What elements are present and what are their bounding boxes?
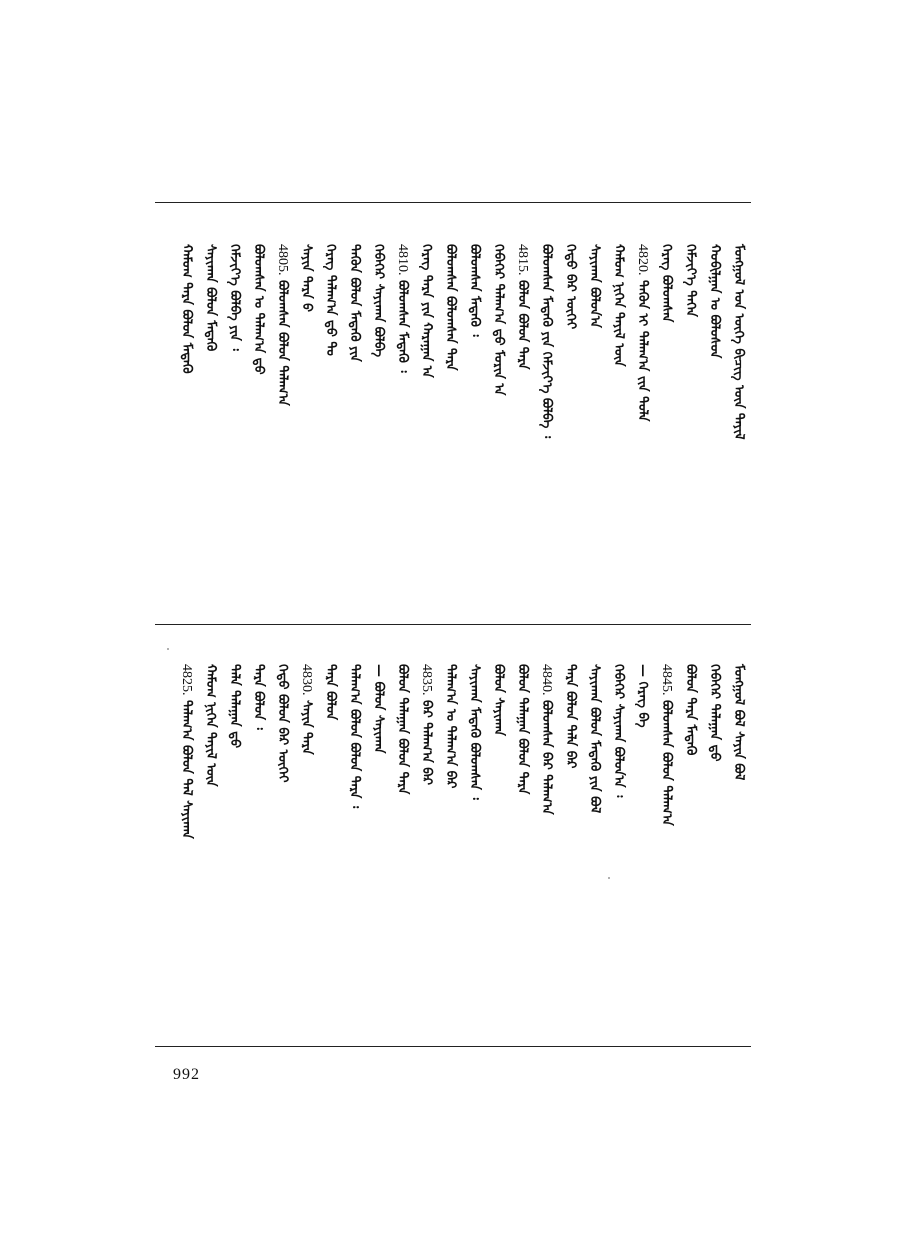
verse-line xyxy=(512,664,532,839)
verse-text: ᠪᠣᠯᠤᠨ ᠲᠠᠯᠠᠭᠠᠨ ᠪᠣᠯᠤᠨ ᠲᠡᠷᠡ xyxy=(395,664,410,795)
verse-line xyxy=(272,244,292,419)
verse-line xyxy=(632,664,652,839)
verse-text: ᠪᠣᠯᠤᠨ ᠲᠠᠯᠠᠭᠠᠨ ᠪᠣᠯᠤᠨ ᠲᠡᠷᠡ xyxy=(515,664,530,795)
verse-line xyxy=(632,244,652,422)
verse-line xyxy=(488,664,508,839)
verse-line xyxy=(176,244,196,419)
verse-text: ᠮᠣᠩᠭᠣᠯ ᠪᠣᠯ ᠰᠠᠶᠢᠨ ᠪᠣᠯ xyxy=(731,664,746,781)
verse-text: ᠲᠡᠭᠦᠨ ᠢ ᠲᠠᠯᠠᠭ᠎ᠠ ᠵᠢᠨ ᠲᠤᠯᠠ xyxy=(635,275,650,422)
verse-text: ᠪᠣᠯᠤᠭᠰᠠᠨ ᠪᠣᠯᠤᠭᠰᠠᠨ ᠲᠡᠷᠡ xyxy=(443,244,458,371)
line-number: 4830. xyxy=(299,664,314,696)
verse-line xyxy=(512,244,532,419)
verse-text: ᠬᠠᠮᠤᠭ ᠨᠢᠭᠡᠨ ᠲᠡᠶᠢᠯ ᠦᠨ xyxy=(611,244,626,367)
verse-text: ᠰᠠᠶᠢᠬᠠᠨ ᠪᠣᠯᠤᠨ᠎ᠠ xyxy=(587,244,602,328)
verse-text: ᠲᠡᠭᠦᠨ ᠪᠣᠯᠤᠨ ᠮᠡᠳᠡᠬᠦ ᠶᠢᠨ xyxy=(347,244,362,362)
verse-line xyxy=(560,244,580,419)
verse-line xyxy=(392,244,412,419)
verse-line xyxy=(608,664,628,839)
middle-rule xyxy=(155,624,751,625)
verse-text: ᠰᠠᠶᠢᠬᠠᠨ ᠪᠣᠯᠤᠨ ᠮᠡᠳᠡᠬᠦ xyxy=(203,244,218,352)
verse-text: ᠬᠡᠪᠡᠭᠡᠷ ᠰᠠᠶᠢᠬᠠᠨ ᠪᠣᠯᠤᠨ᠎ᠠ ᠄ xyxy=(611,664,626,798)
verse-line xyxy=(392,664,412,839)
speck xyxy=(608,877,610,879)
verse-line xyxy=(416,244,436,419)
verse-line xyxy=(584,244,604,419)
verse-text: ᠪᠣᠯᠤᠭᠰᠠᠨ ᠪᠡᠷ ᠲᠠᠯᠠᠭ᠎ᠠ xyxy=(539,695,554,815)
verse-line xyxy=(320,244,340,419)
line-number: 4840. xyxy=(539,664,554,696)
verse-text: ᠪᠣᠯᠤᠭᠰᠠᠨ ᠮᠡᠳᠡᠬᠦ ᠄ xyxy=(395,275,410,373)
verse-line xyxy=(464,244,484,419)
verse-text: ᠪᠣᠯᠤᠭᠰᠠᠨ ᠪᠣᠯᠤᠨ ᠲᠠᠯᠠᠭ᠎ᠠ xyxy=(275,275,290,406)
verse-line xyxy=(584,664,604,839)
verse-line xyxy=(176,664,196,839)
line-number: 4835. xyxy=(419,664,434,696)
line-number: 4805. xyxy=(275,244,290,276)
verse-line xyxy=(440,664,460,839)
verse-line xyxy=(440,244,460,419)
line-number: 4845. xyxy=(659,664,674,696)
verse-text: ᠲᠠᠯᠠᠭ᠎ᠠ ᠤ ᠲᠠᠯᠠᠭ᠎ᠠ ᠪᠡᠷ xyxy=(443,664,458,789)
verse-text: ᠬᠠᠮᠤᠭ ᠨᠢᠭᠡᠨ ᠲᠡᠶᠢᠯ ᠦᠨ xyxy=(203,664,218,787)
verse-line xyxy=(224,244,244,419)
verse-text: ᠰᠠᠶᠢᠨ ᠲᠡᠷᠡ ᠪ xyxy=(299,244,314,313)
verse-line xyxy=(656,244,676,419)
verse-text: ᠰᠠᠶᠢᠬᠠᠨ ᠪᠣᠯᠤᠨ ᠮᠡᠳᠡᠬᠦ ᠶᠢᠨ ᠪᠣᠯ xyxy=(587,664,602,814)
upper-text-block xyxy=(0,244,899,444)
verse-line xyxy=(488,244,508,419)
verse-line xyxy=(536,244,556,439)
verse-line xyxy=(248,244,268,419)
verse-line xyxy=(680,244,700,419)
verse-text: ᠲᠡᠷᠡ ᠪᠣᠯᠤᠨ xyxy=(323,664,338,720)
top-rule xyxy=(155,202,751,203)
verse-line xyxy=(536,664,556,839)
line-number: 4810. xyxy=(395,244,410,276)
line-number: 4825. xyxy=(179,664,194,696)
page-number: 992 xyxy=(173,1066,200,1083)
verse-line xyxy=(704,664,724,839)
verse-line xyxy=(704,244,724,419)
verse-line xyxy=(296,664,316,839)
verse-text: ᠬᠠᠮᠤᠭ ᠲᠡᠷᠡ ᠪᠣᠯᠤᠨ ᠮᠡᠳᠡᠬᠦ xyxy=(179,244,194,374)
verse-line xyxy=(200,664,220,839)
speck xyxy=(167,648,169,650)
verse-text: ᠬᠡᠮᠵᠢᠶ᠎ᠡ ᠪᠣᠯᠪᠠ ᠶᠢᠨ ᠄ xyxy=(227,244,242,351)
verse-text: ᠬᠡᠳᠦ ᠪᠡᠷ ᠦᠭᠡᠢ xyxy=(563,244,578,330)
verse-text: ᠪᠣᠯᠤᠨ ᠪᠣᠯᠤᠨ ᠲᠡᠷᠡ xyxy=(515,275,530,370)
verse-text: ᠬᠡᠮᠵᠢᠶ᠎ᠡ ᠲᠡᠭᠡᠨ xyxy=(683,244,698,317)
line-number: 4815. xyxy=(515,244,530,276)
verse-line xyxy=(200,244,220,419)
verse-text: ᠲᠠᠯᠠᠭ᠎ᠠ ᠪᠣᠯᠤᠨ ᠪᠣᠯᠤᠨ ᠲᠡᠷᠡ ᠄ xyxy=(347,664,362,809)
verse-line xyxy=(728,664,748,839)
verse-line xyxy=(560,664,580,839)
lower-text-block xyxy=(0,664,899,874)
verse-text: ᠰᠠᠶᠢᠬᠠᠨ ᠮᠡᠳᠡᠬᠦ ᠪᠣᠯᠤᠭᠰᠠᠨ ᠄ xyxy=(467,664,482,800)
verse-line xyxy=(608,244,628,419)
verse-line xyxy=(368,244,388,419)
verse-text: ᠬᠡᠳᠦ ᠪᠣᠯᠤᠨ ᠪᠡᠷ ᠦᠭᠡᠢ xyxy=(275,664,290,783)
verse-text: ᠪᠣᠯᠤᠭᠰᠠᠨ ᠮᠡᠳᠡᠬᠦ ᠄ xyxy=(467,244,482,337)
verse-line xyxy=(344,244,364,419)
verse-line xyxy=(320,664,340,839)
verse-line xyxy=(224,664,244,839)
verse-text: ᠪᠣᠯᠤᠭᠰᠠᠨ ᠤ ᠲᠠᠯᠠᠭ᠎ᠠ ᠳ᠋ᠤ xyxy=(251,244,266,375)
line-number: 4820. xyxy=(635,244,650,276)
verse-line xyxy=(344,664,364,839)
verse-text: ᠲᠡᠷᠡ ᠪᠣᠯᠤᠨ ᠄ xyxy=(251,664,266,730)
verse-line xyxy=(368,664,388,839)
verse-text: ᠬᠡᠪᠡᠭᠡᠷ ᠲᠠᠯᠠᠭ᠎ᠠ ᠳ᠋ᠤ ᠮᠣᠷᠢᠨ ᠠ xyxy=(491,244,506,396)
verse-line xyxy=(728,244,748,440)
verse-text: ᠪᠣᠯᠤᠨ ᠰᠠᠶᠢᠬᠠᠨ xyxy=(491,664,506,736)
verse-line xyxy=(296,244,316,419)
bottom-rule xyxy=(155,1046,751,1047)
verse-text: ᠲᠠᠯᠠ ᠲᠠᠯᠠᠭᠠᠨ ᠳ᠋ᠤ xyxy=(227,664,242,749)
verse-text: ᠬᠡᠪᠡᠭᠡᠷ ᠰᠠᠶᠢᠬᠠᠨ ᠪᠣᠯᠪᠠ xyxy=(371,244,386,358)
verse-text: ᠰᠠᠶᠢᠨ ᠲᠡᠷᠡ xyxy=(299,695,314,755)
verse-text: ᠬᠡᠷᠡᠭ ᠲᠠᠯᠠᠭ᠎ᠠ ᠳ᠋ᠤ ᠲᠤ xyxy=(323,244,338,356)
verse-text: ᠪᠣᠯᠤᠨ ᠲᠡᠷᠡ ᠮᠡᠳᠡᠬᠦ xyxy=(683,664,698,756)
verse-line xyxy=(464,664,484,839)
verse-line xyxy=(416,664,436,839)
verse-text: ᠪᠣᠯᠤᠭᠰᠠᠨ ᠮᠡᠳᠡᠬᠦ ᠶᠢᠨ ᠬᠡᠮᠵᠢᠶ᠎ᠡ ᠪᠣᠯᠪᠠ ᠄ xyxy=(539,244,554,439)
verse-text: ᠲᠠᠯᠠᠭ᠎ᠠ ᠪᠣᠯᠤᠨ ᠲᠠᠯ ᠰᠠᠶᠢᠬᠠᠨ xyxy=(179,695,194,839)
verse-text: ᠬᠡᠷᠡᠭ ᠲᠡᠷᠡ ᠶᠢᠨ ᠬᠠᠷᠠᠭᠠᠨ ᠠ xyxy=(419,244,434,378)
verse-text: — ᠪᠣᠯᠤᠨ ᠰᠠᠶᠢᠬᠠᠨ xyxy=(371,664,386,754)
verse-line xyxy=(272,664,292,839)
verse-text: ᠬᠤᠪᠢᠯᠭᠠᠨ ᠤ ᠪᠣᠯᠤᠰᠤᠨ xyxy=(707,244,722,359)
verse-text: ᠪᠣᠯᠤᠭᠰᠠᠨ ᠪᠣᠯᠤᠨ ᠲᠠᠯᠠᠭ᠎ᠠ xyxy=(659,695,674,826)
verse-line xyxy=(656,664,676,839)
verse-text: — ᠬᠡᠷᠡᠭ ᠪᠡ xyxy=(635,664,650,728)
verse-text: ᠬᠡᠷᠡᠭ ᠪᠣᠯᠤᠭᠰᠠᠨ xyxy=(659,244,674,323)
verse-line xyxy=(680,664,700,839)
verse-text: ᠲᠡᠷᠡ ᠪᠣᠯᠤᠨ ᠲᠠᠯᠠ ᠪᠡᠷ xyxy=(563,664,578,769)
verse-text: ᠬᠡᠪᠡᠭᠡᠷ ᠲᠠᠯᠠᠭᠠᠨ ᠳ᠋ᠤ xyxy=(707,664,722,762)
verse-line xyxy=(248,664,268,839)
verse-text: ᠪᠡᠷ ᠲᠠᠯᠠᠭ᠎ᠠ ᠪᠡᠷ xyxy=(419,695,434,786)
verse-text: ᠮᠣᠩᠭᠣᠯ ᠤᠨ ᠦᠭᠡ ᠪᠢᠴᠢᠭ ᠦᠨ ᠲᠡᠶᠢᠯ xyxy=(731,244,746,440)
